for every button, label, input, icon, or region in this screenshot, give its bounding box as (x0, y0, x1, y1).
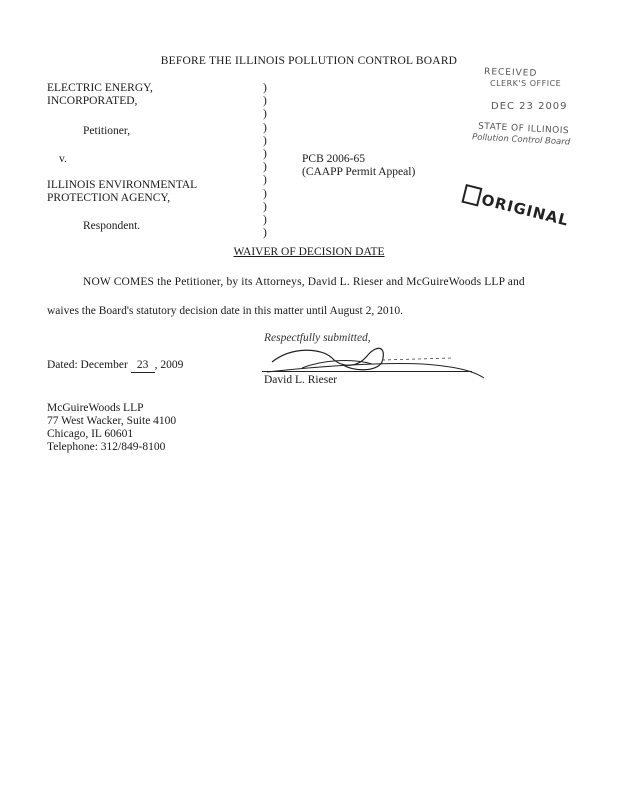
signature-rule (262, 371, 472, 372)
case-number: PCB 2006-65 (302, 153, 365, 165)
stamp-clerks-office: CLERK'S OFFICE (490, 79, 562, 88)
body-paragraph-line2: waives the Board's statutory decision date in this matter until August 2, 2010. (47, 305, 403, 317)
paren: ) (263, 227, 267, 240)
original-stamp (461, 184, 571, 230)
firm-address-line1: 77 West Wacker, Suite 4100 (47, 415, 177, 427)
petitioner-name-line2: INCORPORATED, (47, 95, 138, 107)
closing-text: Respectfully submitted, (264, 332, 371, 344)
caption-parenthesis-column (263, 82, 267, 240)
dated-line (47, 359, 183, 373)
paren: ) (263, 95, 267, 108)
firm-name: McGuireWoods LLP (47, 402, 144, 414)
petitioner-name-line1: ELECTRIC ENERGY, (47, 82, 153, 94)
stamp-board: Pollution Control Board (471, 132, 571, 148)
original-stamp-text: ORIGINAL (479, 190, 571, 230)
stamp-date: DEC 23 2009 (491, 101, 568, 112)
paren: ) (263, 121, 267, 134)
paren: ) (263, 214, 267, 227)
respondent-name-line1: ILLINOIS ENVIRONMENTAL (47, 179, 198, 191)
paren: ) (263, 161, 267, 174)
paren: ) (263, 174, 267, 187)
paren: ) (263, 148, 267, 161)
paren: ) (263, 82, 267, 94)
petitioner-role: Petitioner, (83, 125, 131, 137)
original-stamp-box-icon (461, 184, 482, 207)
respondent-name-line2: PROTECTION AGENCY, (47, 192, 171, 204)
stamp-state: STATE OF ILLINOIS (477, 121, 570, 137)
paren: ) (263, 200, 267, 213)
document-title: BEFORE THE ILLINOIS POLLUTION CONTROL BOARD (160, 55, 458, 67)
stamp-received: RECEIVED (483, 67, 538, 79)
body-paragraph-line1: NOW COMES the Petitioner, by its Attorneys, David L. Rieser and McGuireWoods LLP and (83, 276, 525, 288)
dated-prefix: Dated: December (47, 359, 128, 371)
firm-address-line2: Chicago, IL 60601 (47, 428, 134, 440)
respondent-role: Respondent. (83, 220, 141, 232)
firm-phone: Telephone: 312/849-8100 (47, 441, 166, 453)
paren: ) (263, 187, 267, 200)
versus-label: v. (59, 153, 67, 165)
case-type: (CAAPP Permit Appeal) (302, 166, 416, 178)
waiver-heading: WAIVER OF DECISION DATE (233, 246, 385, 258)
paren: ) (263, 108, 267, 121)
dated-day: 23 (131, 359, 155, 373)
paren: ) (263, 134, 267, 147)
dated-suffix: , 2009 (154, 359, 184, 371)
signer-name: David L. Rieser (264, 374, 338, 386)
